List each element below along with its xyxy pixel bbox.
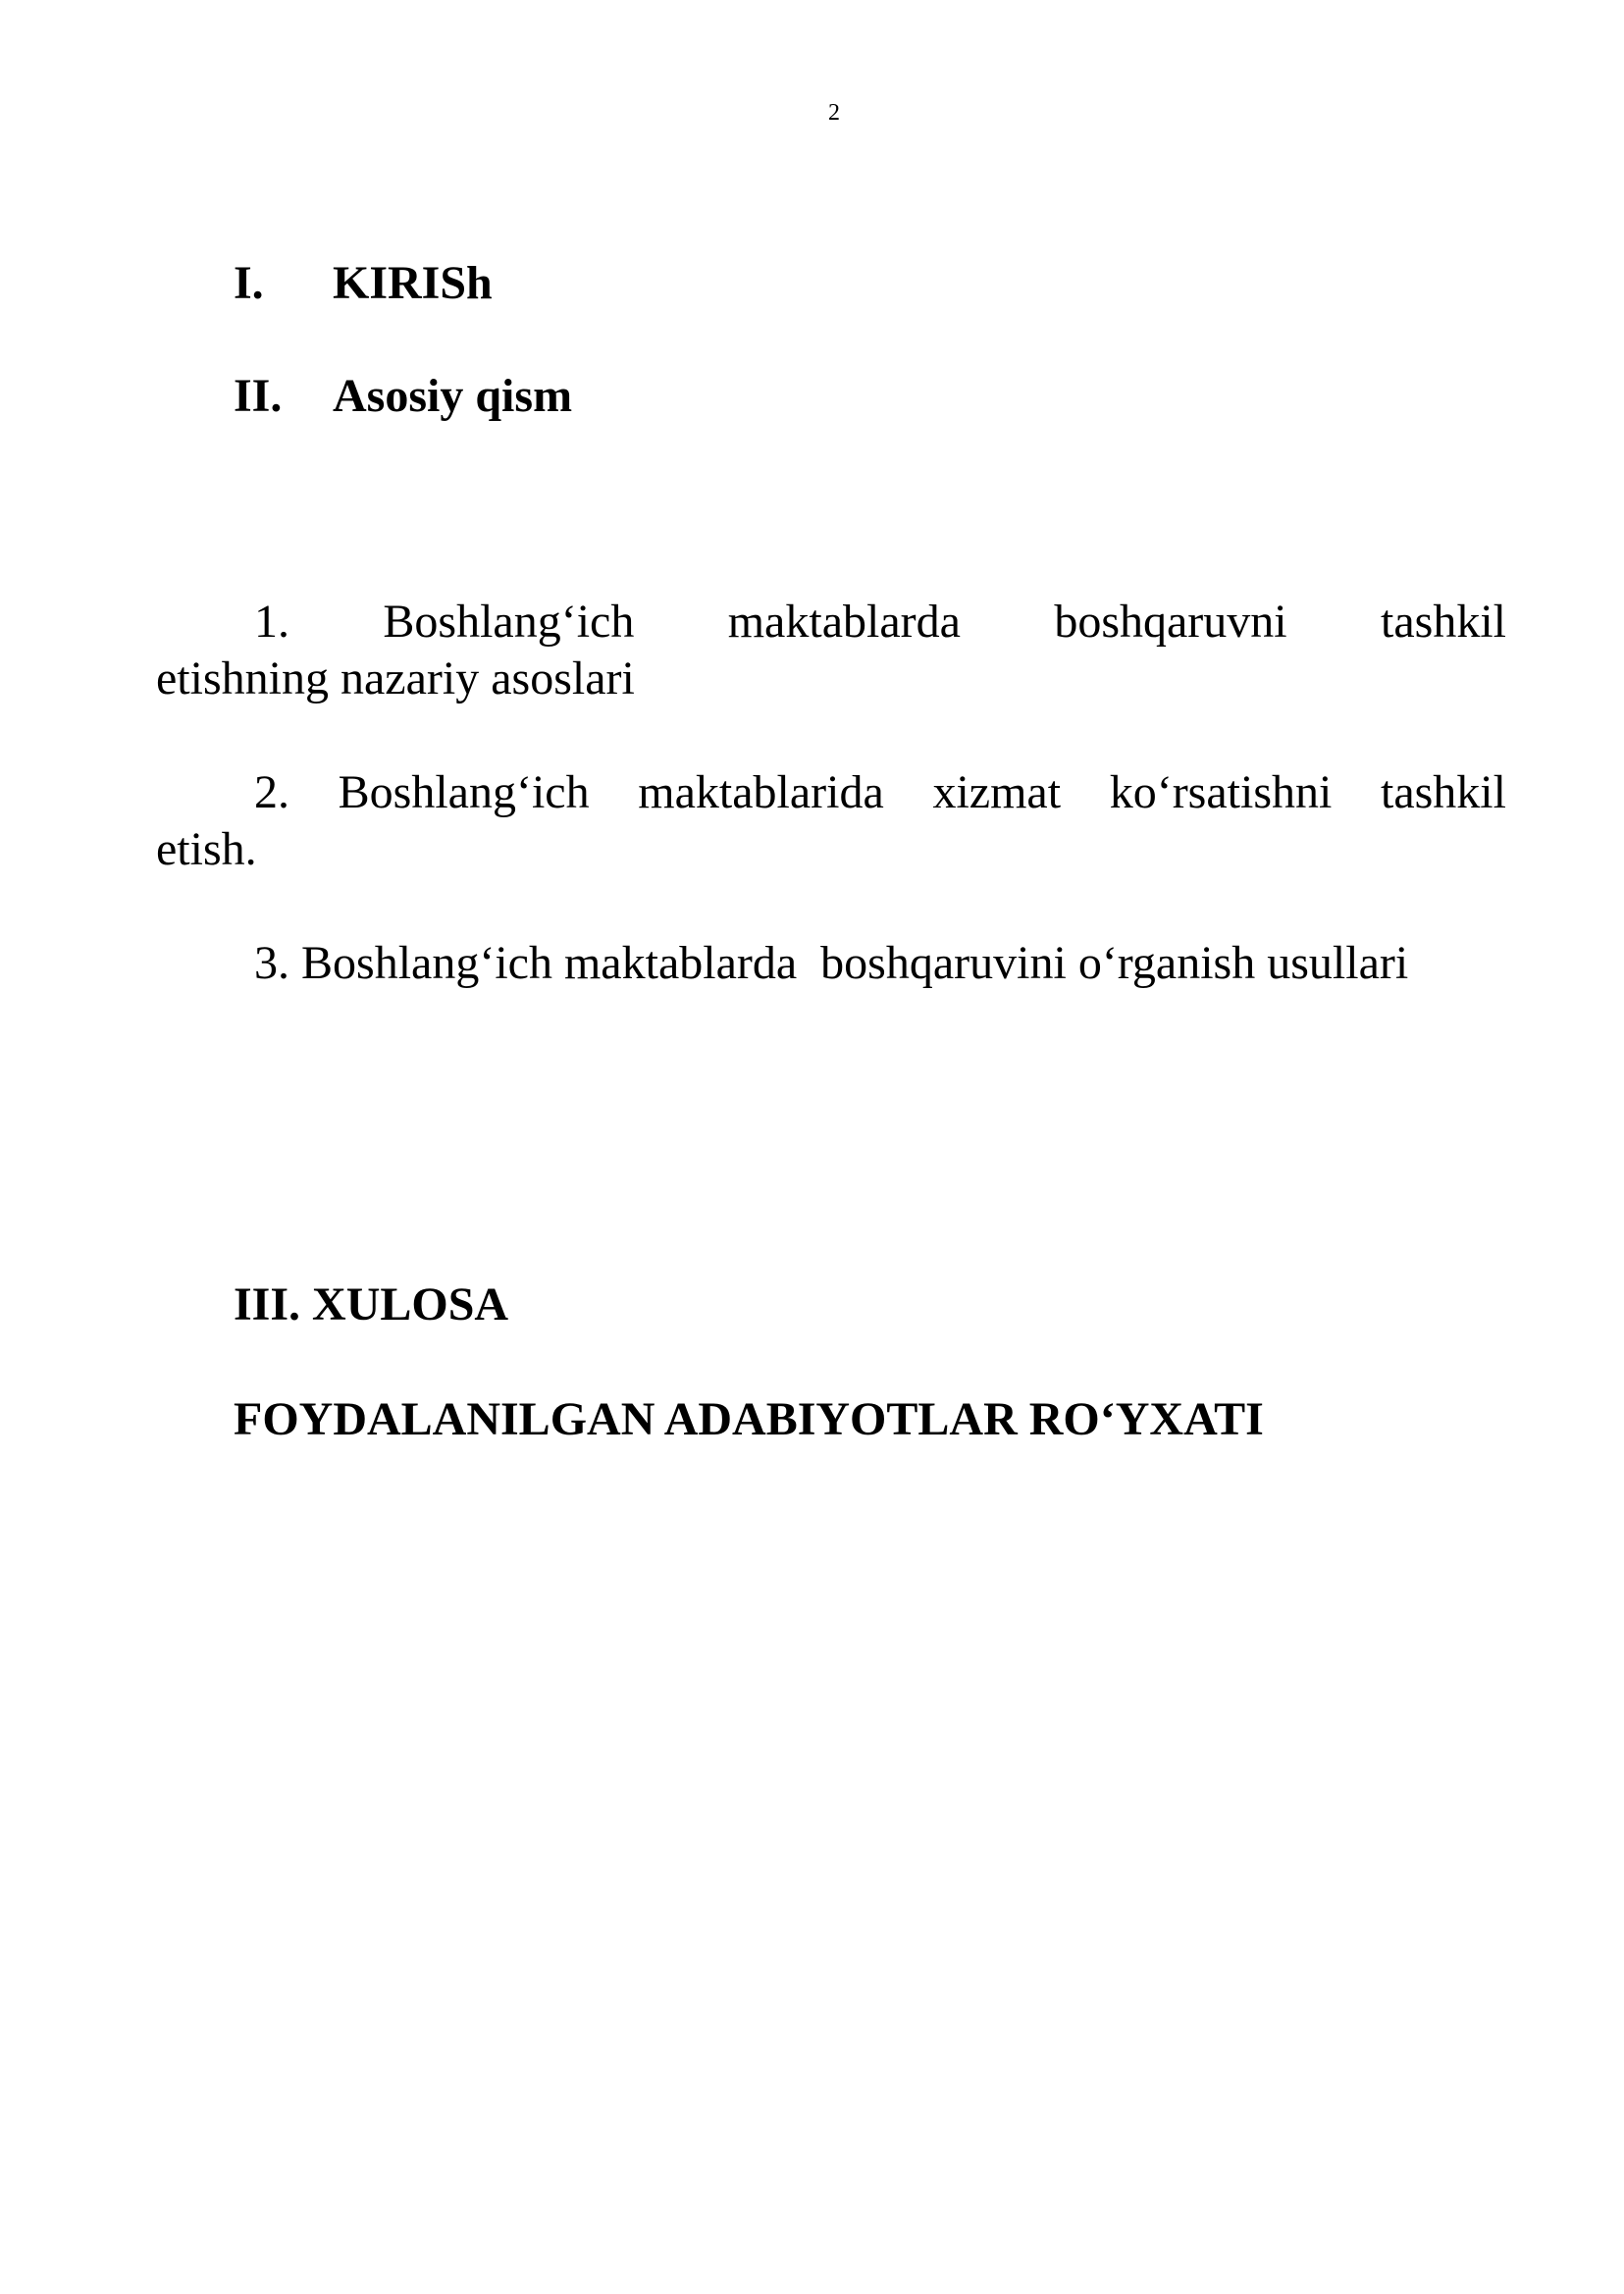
list-item-3: 3. Boshlang‘ich maktablarda boshqaruvini o‘rganish usullari	[254, 937, 1409, 989]
heading-number: I.	[234, 257, 264, 309]
heading-title: Asosiy qism	[333, 370, 573, 422]
list-item-number: 2.	[254, 766, 289, 818]
heading-conclusion: III. XULOSA	[234, 1278, 509, 1330]
list-item-1	[156, 594, 1506, 707]
list-item-word: Boshlang‘ich	[383, 596, 635, 648]
heading-main-part	[234, 369, 572, 424]
heading-introduction	[234, 256, 493, 311]
list-item-word: Boshlang‘ich	[338, 766, 590, 818]
list-item-word: tashkil	[1380, 766, 1506, 818]
list-item-word: maktablarda	[727, 596, 961, 648]
list-item-word: xizmat	[932, 766, 1062, 818]
list-item-word: boshqaruvni	[1054, 596, 1287, 648]
list-item-word: tashkil	[1381, 596, 1506, 648]
list-item-number: 1.	[254, 596, 289, 648]
list-item-continuation: etish.	[156, 823, 257, 875]
heading-number: II.	[234, 370, 283, 422]
list-item-2	[156, 764, 1506, 878]
list-item-word: ko‘rsatishni	[1109, 766, 1333, 818]
list-item-continuation: etishning nazariy asoslari	[156, 652, 635, 704]
list-item-first-line	[156, 594, 1506, 651]
heading-title: KIRISh	[333, 257, 493, 309]
page-number: 2	[828, 100, 840, 126]
heading-references: FOYDALANILGAN ADABIYOTLAR RO‘YXATI	[234, 1393, 1264, 1445]
list-item-first-line	[156, 764, 1506, 821]
list-item-word: maktablarida	[638, 766, 884, 818]
